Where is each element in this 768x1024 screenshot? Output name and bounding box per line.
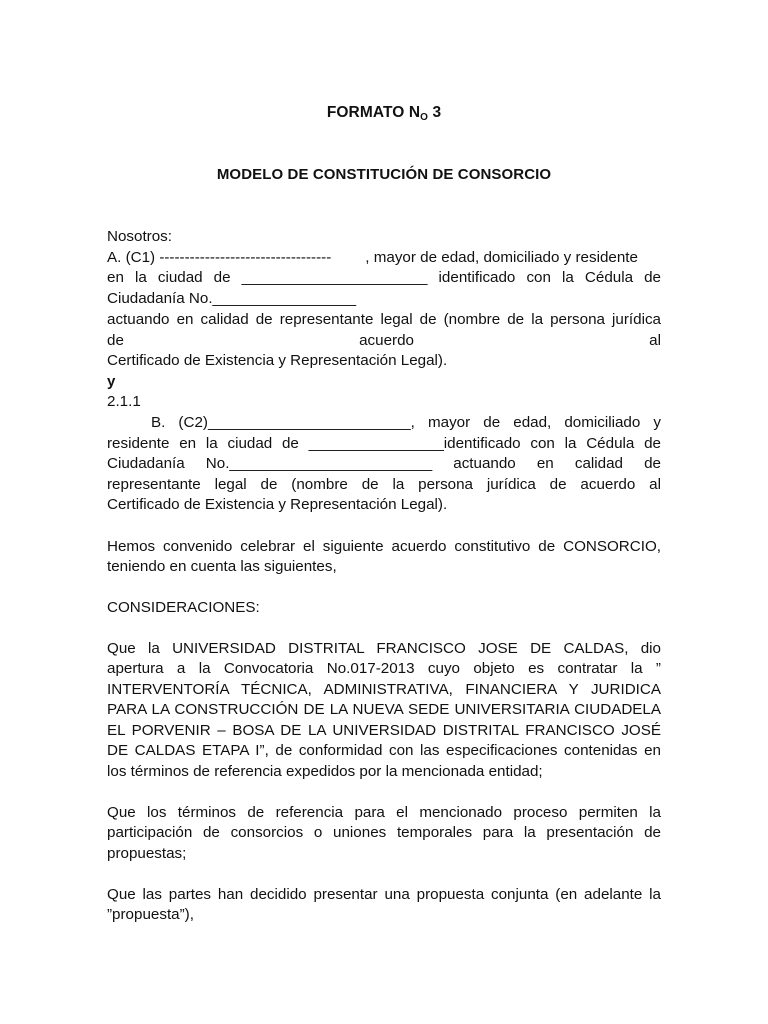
text-line: Que los términos de referencia para el mencionado proceso permiten la xyxy=(107,804,661,821)
text-line: propuestas; xyxy=(107,845,187,862)
text-line: PARA LA CONSTRUCCIÓN DE LA NUEVA SEDE UNIVERSITARIA CIUDADELA xyxy=(107,701,661,718)
text-line: actuando en calidad de representante legal de (nombre de la persona jurídica xyxy=(107,311,661,328)
text-line: los términos de referencia expedidos por la mencionada entidad; xyxy=(107,763,543,780)
text-line: CONSIDERACIONES: xyxy=(107,599,260,616)
text-line-part: A. (C1) ---------------------------------- xyxy=(107,249,332,266)
text-line: apertura a la Convocatoria No.017-2013 cuyo objeto es contratar la ” xyxy=(107,660,661,677)
text-line: B. (C2)________________________, mayor de edad, domiciliado y xyxy=(151,414,661,431)
text-line: Ciudadanía No.________________________ actuando en calidad de xyxy=(107,455,661,472)
text-line: EL PORVENIR – BOSA DE LA UNIVERSIDAD DISTRITAL FRANCISCO JOSÉ xyxy=(107,722,661,739)
text-line: residente en la ciudad de ________________identificado con la Cédula de xyxy=(107,435,661,452)
text-line: en la ciudad de ______________________ identificado con la Cédula de xyxy=(107,269,661,286)
text-line: Que la UNIVERSIDAD DISTRITAL FRANCISCO JOSE DE CALDAS, dio xyxy=(107,640,661,657)
text-line: Certificado de Existencia y Representación Legal). xyxy=(107,496,448,513)
text-line: ”propuesta”), xyxy=(107,906,194,923)
text-line: Certificado de Existencia y Representación Legal). xyxy=(107,352,448,369)
text-line: y xyxy=(107,373,116,390)
text-line-part: al xyxy=(649,332,661,349)
title-subscript: O xyxy=(420,112,429,123)
title-main: FORMATO N xyxy=(326,104,421,121)
text-line-part: acuerdo xyxy=(359,332,414,349)
text-line: representante legal de (nombre de la persona jurídica de acuerdo al xyxy=(107,476,661,493)
text-line: Nosotros: xyxy=(107,228,172,245)
text-line xyxy=(107,331,661,351)
text-line-part: , mayor de edad, domiciliado y residente xyxy=(365,249,638,266)
text-line: teniendo en cuenta las siguientes, xyxy=(107,558,337,575)
text-line: Hemos convenido celebrar el siguiente acuerdo constitutivo de CONSORCIO, xyxy=(107,538,661,555)
text-line: Ciudadanía No._________________ xyxy=(107,290,357,307)
title-number: 3 xyxy=(428,104,442,121)
text-line: DE CALDAS ETAPA I”, de conformidad con las especificaciones contenidas en xyxy=(107,742,661,759)
text-line-part: de xyxy=(107,332,124,349)
text-line: INTERVENTORÍA TÉCNICA, ADMINISTRATIVA, FINANCIERA Y JURIDICA xyxy=(107,681,661,698)
document-title xyxy=(0,104,768,122)
text-line xyxy=(107,248,661,268)
document-subtitle: MODELO DE CONSTITUCIÓN DE CONSORCIO xyxy=(216,166,552,183)
text-line: Que las partes han decidido presentar una propuesta conjunta (en adelante la xyxy=(107,886,661,903)
text-line: participación de consorcios o uniones temporales para la presentación de xyxy=(107,824,661,841)
text-line: 2.1.1 xyxy=(107,393,141,410)
